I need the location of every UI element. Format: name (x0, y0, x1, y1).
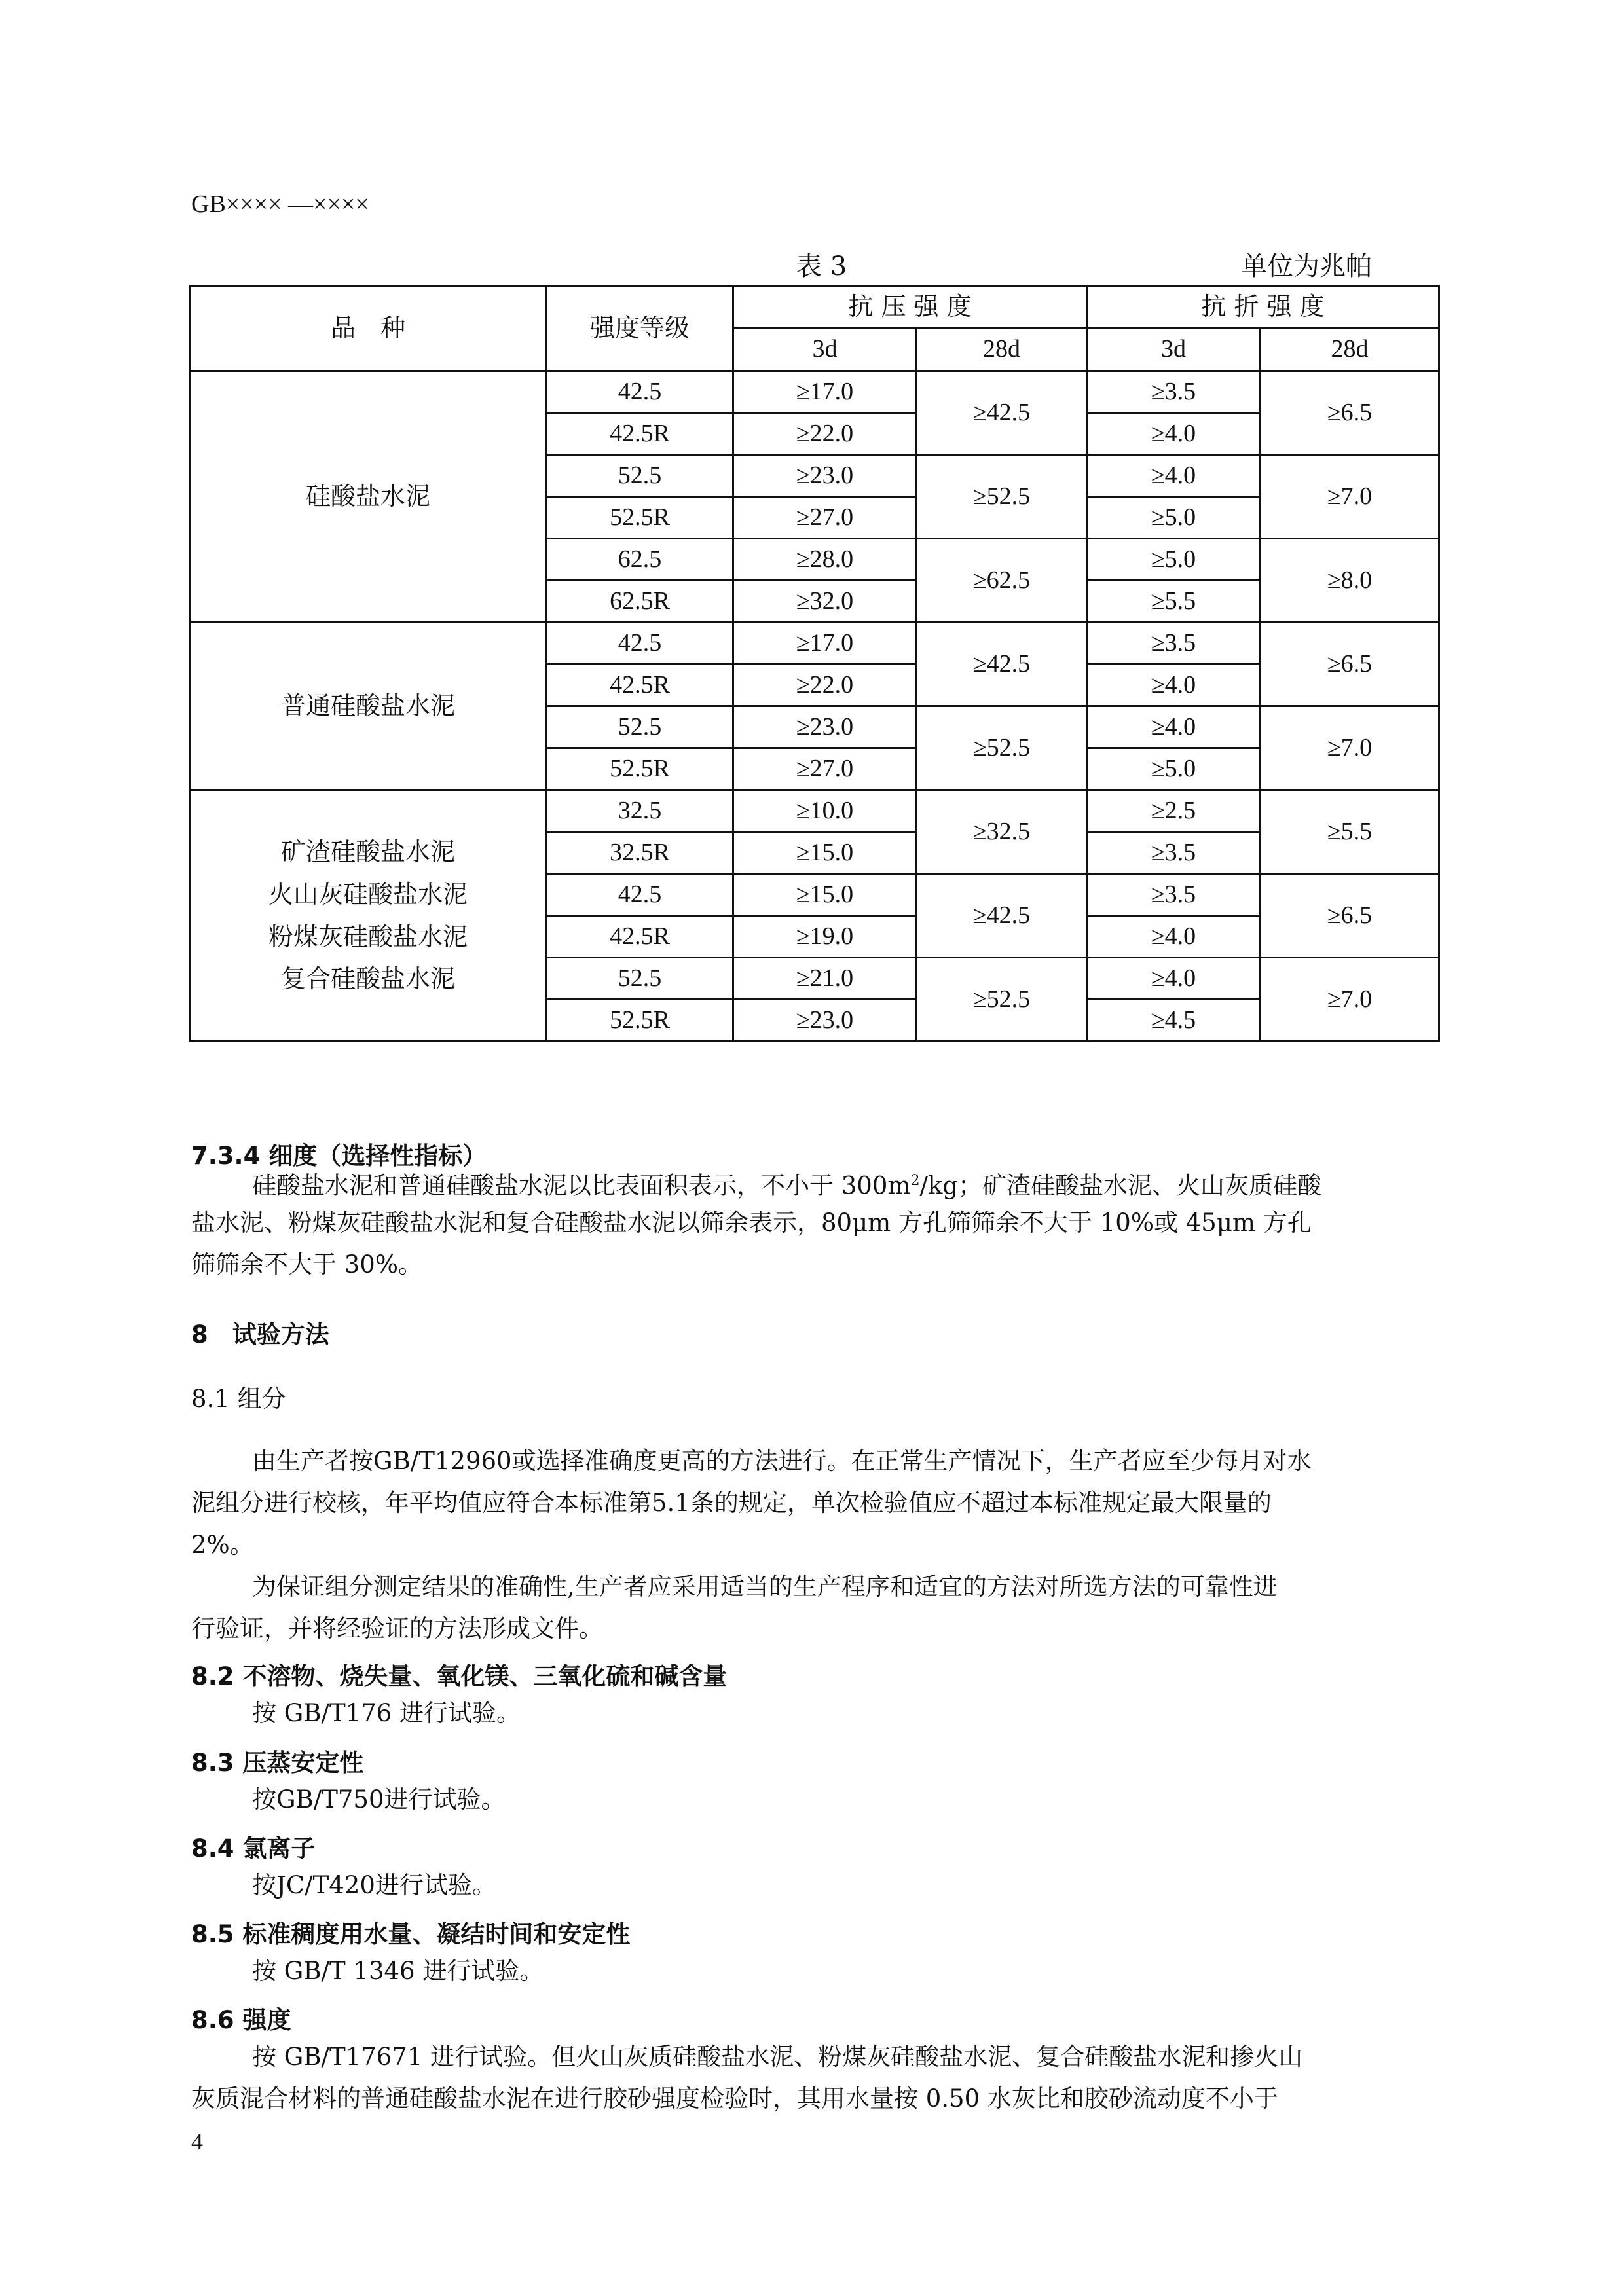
flexural-28d-cell: ≥5.5 (1261, 790, 1439, 874)
table-row (190, 623, 1439, 665)
section-7-3-4-heading: 7.3.4 细度（选择性指标） (191, 1142, 487, 1170)
table-caption: 表 3 (796, 251, 847, 282)
section-8-1-para1-line2: 泥组分进行校核，年平均值应符合本标准第5.1条的规定，单次检验值应不超过本标准规定最大限量的 (191, 1489, 1272, 1517)
grade-cell: 32.5R (547, 832, 733, 874)
section-8-3-heading: 8.3 压蒸安定性 (191, 1749, 364, 1777)
section-8-1-para2-line2: 行验证，并将经验证的方法形成文件。 (191, 1614, 603, 1643)
variety-cell (190, 371, 547, 623)
flexural-28d-cell: ≥6.5 (1261, 874, 1439, 958)
compressive-3d-cell: ≥23.0 (733, 706, 917, 748)
compressive-3d-cell: ≥23.0 (733, 1000, 917, 1042)
grade-cell: 52.5R (547, 497, 733, 539)
table-row (190, 790, 1439, 832)
compressive-3d-cell: ≥21.0 (733, 958, 917, 1000)
section-8-6-line2: 灰质混合材料的普通硅酸盐水泥在进行胶砂强度检验时，其用水量按 0.50 水灰比和胶砂流动度不小于 (191, 2085, 1278, 2113)
section-8-5-heading: 8.5 标准稠度用水量、凝结时间和安定性 (191, 1920, 631, 1948)
section-8-1-para2-line1: 为保证组分测定结果的准确性,生产者应采用适当的生产程序和适宜的方法对所选方法的可靠性进 (252, 1573, 1278, 1601)
subheader-compressive-28d: 28d (917, 328, 1087, 371)
col-header-grade: 强度等级 (547, 286, 733, 371)
section-8-3-body: 按GB/T750进行试验。 (252, 1785, 506, 1813)
flexural-28d-cell: ≥6.5 (1261, 371, 1439, 455)
compressive-28d-cell: ≥32.5 (917, 790, 1087, 874)
grade-cell: 52.5R (547, 748, 733, 790)
flexural-3d-cell: ≥4.0 (1087, 706, 1261, 748)
strength-table (189, 285, 1440, 1042)
grade-cell: 42.5R (547, 916, 733, 958)
grade-cell: 52.5 (547, 958, 733, 1000)
flexural-3d-cell: ≥4.0 (1087, 413, 1261, 455)
subheader-flexural-3d: 3d (1087, 328, 1261, 371)
table-unit: 单位为兆帕 (1241, 251, 1372, 282)
variety-name: 粉煤灰硅酸盐水泥 (268, 922, 468, 951)
compressive-28d-cell: ≥52.5 (917, 958, 1087, 1042)
grade-cell: 42.5R (547, 665, 733, 706)
compressive-3d-cell: ≥22.0 (733, 665, 917, 706)
section-8-heading: 8 试验方法 (191, 1321, 329, 1349)
compressive-3d-cell: ≥28.0 (733, 539, 917, 581)
variety-name: 火山灰硅酸盐水泥 (268, 879, 468, 909)
compressive-3d-cell: ≥23.0 (733, 455, 917, 497)
table-row (190, 371, 1439, 413)
section-8-4-heading: 8.4 氯离子 (191, 1834, 316, 1863)
section-8-1-heading: 8.1 组分 (191, 1385, 286, 1413)
flexural-3d-cell: ≥4.0 (1087, 455, 1261, 497)
grade-cell: 42.5R (547, 413, 733, 455)
compressive-3d-cell: ≥15.0 (733, 832, 917, 874)
section-7-3-4-line-1: 硅酸盐水泥和普通硅酸盐水泥以比表面积表示，不小于 $300m^2/kg$；矿渣硅酸盐水泥、火山灰质硅酸 (252, 1171, 1322, 1200)
compressive-3d-cell: ≥17.0 (733, 623, 917, 665)
variety-name: 矿渣硅酸盐水泥 (280, 837, 455, 867)
variety-name: 复合硅酸盐水泥 (280, 964, 455, 994)
compressive-28d-cell: ≥62.5 (917, 539, 1087, 623)
grade-cell: 42.5 (547, 371, 733, 413)
variety-cell (190, 790, 547, 1042)
flexural-3d-cell: ≥4.5 (1087, 1000, 1261, 1042)
compressive-28d-cell: ≥42.5 (917, 874, 1087, 958)
col-header-variety: 品 种 (190, 286, 547, 371)
compressive-3d-cell: ≥22.0 (733, 413, 917, 455)
section-8-6-heading: 8.6 强度 (191, 2006, 291, 2034)
document-code: GB×××× —×××× (191, 191, 369, 218)
flexural-3d-cell: ≥3.5 (1087, 371, 1261, 413)
compressive-28d-cell: ≥52.5 (917, 706, 1087, 790)
section-7-3-4-line-2: 盐水泥、粉煤灰硅酸盐水泥和复合硅酸盐水泥以筛余表示，80μm 方孔筛筛余不大于 10%或 45μm 方孔 (191, 1209, 1312, 1237)
col-header-compressive: 抗 压 强 度 (733, 286, 1087, 328)
compressive-3d-cell: ≥27.0 (733, 748, 917, 790)
section-8-2-body: 按 GB/T176 进行试验。 (252, 1699, 521, 1727)
compressive-3d-cell: ≥10.0 (733, 790, 917, 832)
compressive-3d-cell: ≥19.0 (733, 916, 917, 958)
flexural-3d-cell: ≥2.5 (1087, 790, 1261, 832)
flexural-3d-cell: ≥4.0 (1087, 958, 1261, 1000)
compressive-3d-cell: ≥17.0 (733, 371, 917, 413)
variety-name: 普通硅酸盐水泥 (280, 691, 455, 721)
flexural-3d-cell: ≥3.5 (1087, 623, 1261, 665)
grade-cell: 62.5R (547, 581, 733, 623)
flexural-28d-cell: ≥7.0 (1261, 455, 1439, 539)
compressive-3d-cell: ≥27.0 (733, 497, 917, 539)
grade-cell: 32.5 (547, 790, 733, 832)
flexural-3d-cell: ≥3.5 (1087, 832, 1261, 874)
flexural-3d-cell: ≥5.5 (1087, 581, 1261, 623)
flexural-28d-cell: ≥8.0 (1261, 539, 1439, 623)
section-8-6-line1: 按 GB/T17671 进行试验。但火山灰质硅酸盐水泥、粉煤灰硅酸盐水泥、复合硅酸盐水泥和掺火山 (252, 2043, 1303, 2071)
section-8-4-body: 按JC/T420进行试验。 (252, 1871, 496, 1899)
section-8-2-heading: 8.2 不溶物、烧失量、氧化镁、三氧化硫和碱含量 (191, 1662, 728, 1690)
flexural-3d-cell: ≥5.0 (1087, 748, 1261, 790)
variety-cell (190, 623, 547, 790)
flexural-28d-cell: ≥7.0 (1261, 958, 1439, 1042)
page-number: 4 (191, 2128, 203, 2155)
compressive-28d-cell: ≥52.5 (917, 455, 1087, 539)
grade-cell: 42.5 (547, 874, 733, 916)
grade-cell: 62.5 (547, 539, 733, 581)
col-header-flexural: 抗 折 强 度 (1087, 286, 1439, 328)
compressive-3d-cell: ≥15.0 (733, 874, 917, 916)
grade-cell: 52.5 (547, 706, 733, 748)
section-7-3-4-line-3: 筛筛余不大于 30%。 (191, 1250, 422, 1279)
grade-cell: 52.5R (547, 1000, 733, 1042)
variety-name: 硅酸盐水泥 (305, 482, 430, 511)
flexural-3d-cell: ≥5.0 (1087, 539, 1261, 581)
section-8-1-para1-line3: 2%。 (191, 1531, 254, 1559)
grade-cell: 52.5 (547, 455, 733, 497)
compressive-28d-cell: ≥42.5 (917, 623, 1087, 706)
section-8-5-body: 按 GB/T 1346 进行试验。 (252, 1957, 544, 1985)
flexural-28d-cell: ≥6.5 (1261, 623, 1439, 706)
compressive-3d-cell: ≥32.0 (733, 581, 917, 623)
subheader-compressive-3d: 3d (733, 328, 917, 371)
flexural-3d-cell: ≥4.0 (1087, 665, 1261, 706)
flexural-3d-cell: ≥3.5 (1087, 874, 1261, 916)
flexural-3d-cell: ≥5.0 (1087, 497, 1261, 539)
subheader-flexural-28d: 28d (1261, 328, 1439, 371)
compressive-28d-cell: ≥42.5 (917, 371, 1087, 455)
flexural-3d-cell: ≥4.0 (1087, 916, 1261, 958)
section-8-1-para1-line1: 由生产者按GB/T12960或选择准确度更高的方法进行。在正常生产情况下，生产者应至少每月对水 (252, 1447, 1312, 1475)
flexural-28d-cell: ≥7.0 (1261, 706, 1439, 790)
grade-cell: 42.5 (547, 623, 733, 665)
